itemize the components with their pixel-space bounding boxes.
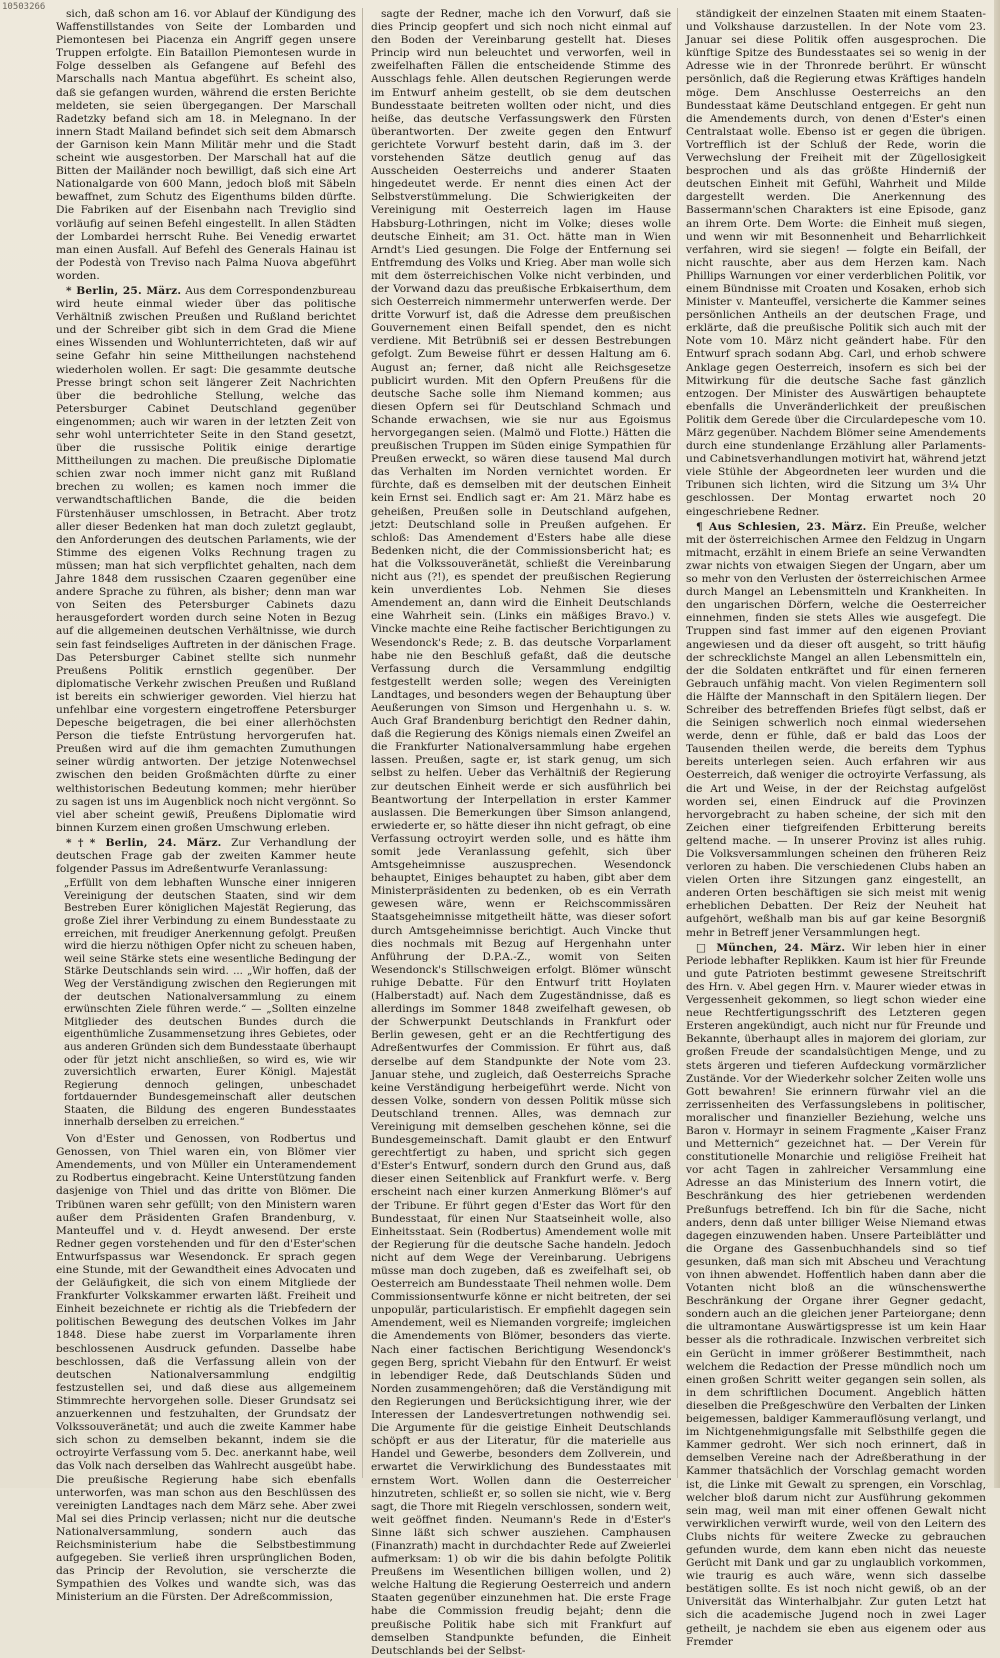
column-1-closing-paragraph: Von d'Ester und Genossen, von Rodbertus und Genossen, von Thiel waren ein, von Blömer vier Amendements, und von Müller ein Unteramendement zu Rodbertus eingebracht. Keine Unterstützung fanden dasjenige von Thiel und das dritte von Blömer. Die Tribünen waren sehr gefüllt; von den Ministern waren außer dem Präsidenten Grafen Brandenburg, v. Manteuffel und v. d. Heydt anwesend. Der erste Redner gegen vorstehenden und für den d'Ester'schen Entwurfspassus war Wesendonck. Er sprach gegen eine Stunde, mit der Gewandtheit eines Advocaten und der Geläufigkeit, die sich von einem Mitgliede der Frankfurter Volkskammer erwarten läßt. Freiheit und Einheit bezeichnete er richtig als die Triebfedern der politischen Bewegung des deutschen Volkes im Jahr 1848. Diese habe zuerst im Vorparlamente ihren beschlossenen Ausdruck gefunden. Dasselbe habe beschlossen, daß die Verfassung allein von der deutschen Nationalversammlung endgiltig festzustellen sei, und daß diese aus allgemeinem Stimmrechte hervorgehen solle. Dieser Grundsatz sei anzuerkennen und festzuhalten, der Grundsatz der Volkssouveränetät; und auch die zweite Kammer habe sich schon zu demselben bekannt, indem sie die octroyirte Verfassung vom 5. Dec. anerkannt habe, weil das Volk nach derselben das Wahlrecht ausgeübt habe. Die preußische Regierung habe sich ebenfalls unterworfen, was man schon aus den Beschlüssen des vereinigten Landtages nach dem März sehe. Aber zwei Mal sei dies Princip verlassen; nicht nur die deutsche Nationalversammlung, sondern auch das Reichsministerium habe die Selbstbestimmung aufgegeben. Sie verließ ihren ursprünglichen Boden, das Princip der Revolution, sie verscherzte die Sympathien des Volkes und wandte sich, was das Ministerium an die Fürsten. Der Adreßcommission, (56, 1133, 356, 1604)
address-quote: „Erfüllt von dem lebhaften Wunsche einer innigeren Vereinigung der deutschen Staaten, sind wir dem Bestreben Eurer königlichen Majestät Regierung, das große Ziel ihrer Verbindung zu einem Bundesstaate zu erreichen, mit freudiger Anerkennung gefolgt. Preußen wird die hierzu nöthigen Opfer nicht zu scheuen haben, weil seine Stärke stets eine wesentliche Bedingung der Stärke Deutschlands sein wird. ... „Wir hoffen, daß der Weg der Verständigung zwischen den Regierungen mit der deutschen Nationalversammlung zu einem erwünschten Ziele führen werde.“ — „Sollten einzelne Mitglieder des deutschen Bundes durch die eigenthümliche Zusammensetzung ihres Gebietes, oder aus anderen Gründen sich dem Bundesstaate überhaupt oder für jetzt nicht anschließen, so wird es, wie wir zuversichtlich erwarten, Eurer Königl. Majestät Regierung dennoch gelingen, unbeschadet fortdauernder Bundesgemeinschaft aller deutschen Staaten, die Bildung des engeren Bundesstaates innerhalb derselben zu erreichen.“ (64, 878, 356, 1129)
column-3 (686, 8, 986, 1648)
archive-id-label: 10503266 (2, 2, 46, 12)
column-3-article-muenchen (686, 942, 986, 1649)
column-1 (56, 8, 363, 1604)
article-body: Aus dem Correspondenzbureau wird heute einmal wieder über das politische Verhältniß zwischen Preußen und Rußland berichtet und der Schreiber gibt sich in dem Grad die Miene eines Wissenden und Wohlunterrichteten, daß wir auf seine Gefahr hin seine Mittheilungen nachstehend wiederholen wollen. Er sagt: Die gesammte deutsche Presse bringt schon seit längerer Zeit Nachrichten über die bedrohliche Stellung, welche das Petersburger Cabinet Deutschland gegenüber eingenommen; auch wir waren in der letzten Zeit von sehr wohl unterrichteter Seite in den Stand gesetzt, über die russische Politik einige derartige Mittheilungen zu machen. Die preußische Diplomatie schien zwar noch immer nicht ganz mit Rußland brechen zu wollen; es kamen noch immer die verwandtschaftlichen Bande, die die beiden Fürstenhäuser umschlossen, in Betracht. Aber trotz aller dieser Bedenken hat man doch zuletzt geglaubt, den Anforderungen des deutschen Parlaments, wie der Stimme des eigenen Volks Rechnung tragen zu müssen; man hat sich verpflichtet gehalten, nach dem Jahre 1848 dem russischen Czaaren gegenüber eine andere Sprache zu führen, als bisher; denn man war von Seiten des Petersburger Cabinets dazu herausgefordert worden durch seine Noten in Bezug auf die allgemeinen deutschen Verhältnisse, wie durch sein fast feindseliges Auftreten in der dänischen Frage. Das Petersburger Cabinet stellte sich nunmehr Preußens Politik ernstlich gegenüber. Der diplomatische Verkehr zwischen Preußen und Rußland ist bereits ein schwieriger geworden. Viel hierzu hat unfehlbar eine vorgestern eingetroffene Petersburger Depesche beigetragen, die bei einer allerhöchsten Person die tiefste Entrüstung hervorgerufen hat. Preußen wird auf die ihm gemachten Zumuthungen seiner würdig antworten. Der jetzige Notenwechsel zwischen den beiden Großmächten dürfte zu einer welthistorischen Bedeutung kommen; mehr hierüber zu sagen ist uns im Augenblick noch nicht vergönnt. So viel aber scheint gewiß, Preußens Diplomatie wird binnen Kurzem einen großen Umschwung erleben. (56, 284, 356, 834)
article-body: Ein Preuße, welcher mit der österreichischen Armee den Feldzug in Ungarn mitmacht, erzählt in einem Briefe an seine Verwandten zwar nichts von etwaigen Siegen der Ungarn, aber um so mehr von den Verlusten der österreichischen Armee durch Mangel an Lebensmitteln und Krankheiten. In den ungarischen Dörfern, welche die Oesterreicher einnehmen, finden sie stets Alles wie ausgefegt. Die Truppen sind fast immer auf den eigenen Proviant angewiesen und da dieser oft ausgeht, so tritt häufig der schrecklichste Mangel an allen Lebensmitteln ein, der die Soldaten entkräftet und für einen ferneren Gebrauch unfähig macht. Von vielen Regimentern soll die Hälfte der Mannschaft in den Spitälern liegen. Der Schreiber des betreffenden Briefes fügt selbst, daß er die Seinigen schwerlich noch einmal wiedersehen werde, denn er fühle, daß er bald das Loos der Tausenden theilen werde, die bereits dem Typhus bereits unterlegen seien. Auch erfahren wir aus Oesterreich, daß weniger die octroyirte Verfassung, als die Art und Weise, in der der Reichstag aufgelöst worden sei, einen Eindruck auf die Provinzen hervorgebracht zu haben scheine, der sich mit den Zeichen einer tiefgreifenden Erbitterung bereits geltend mache. — In unserer Provinz ist alles ruhig. Die Volksversammlungen scheinen den früheren Reiz verloren zu haben. Die verschiedenen Clubs haben an vielen Orten ihre Sitzungen ganz eingestellt, an anderen Orten beschäftigen sie sich meist mit wenig erheblichen Debatten. Der Reiz der Neuheit hat aufgehört, weßhalb man bis auf gar keine Besorgniß mehr in Betreff jener Versammlungen hegt. (686, 520, 986, 939)
column-1-article-berlin-24 (56, 837, 356, 876)
column-2 (371, 8, 678, 1657)
columns-container (56, 8, 986, 1657)
dateline-muenchen: □ München, 24. März. (696, 941, 846, 954)
dateline-berlin-25: * Berlin, 25. März. (66, 284, 182, 297)
page-edge (994, 0, 1000, 1488)
column-2-paragraph: sagte der Redner, mache ich den Vorwurf, daß sie dies Princip geopfert und sich noch nicht einmal auf den Boden der Vereinbarung gestellt hat. Dieses Princip wird nun beleuchtet und verworfen, weil in zweifelhaften Fällen die entscheidende Stimme des Ausschlags fehle. Allen deutschen Regierungen werde im Entwurf anheim gestellt, ob sie dem deutschen Bundesstaate beitreten wollten oder nicht, und dies heiße, das deutsche Verfassungswerk den Fürsten überantworten. Der zweite gegen den Entwurf gerichtete Vorwurf besteht darin, daß im 3. der vorstehenden Sätze deutlich genug auf das Ausscheiden Oesterreichs und anderer Staaten hingedeutet werde. Er nennt dies einen Act der Selbstverstümmelung. Die Schwierigkeiten der Vereinigung mit Oesterreich lagen im Hause Habsburg-Lothringen, nicht im Volke; dieses wolle deutsche Einheit; am 31. Oct. hätte man in Wien Arndt's Lied gesungen. Die Folge der Entfernung sei Entfremdung des Volks und Krieg. Aber man wolle sich mit dem österreichischen Volke nicht verbinden, und der Vorwand dazu das preußische Erbkaiserthum, dem sich Oesterreich nimmermehr unterwerfen werde. Der dritte Vorwurf ist, daß die Adresse dem preußischen Gouvernement einen Beifall spendet, den es nicht verdiene. Mit Betrübniß sei er dessen Bestrebungen gefolgt. Zum Beweise führt er dessen Haltung am 6. August an; ferner, daß nicht alle Reichsgesetze publicirt wurden. Mit den Opfern Preußens für die deutsche Sache solle ihm Niemand kommen; aus diesen Opfern sei für Deutschland Schmach und Schande erwachsen, wie sie nur aus Egoismus hervorgegangen seien. (Malmö und Flotte.) Hätten die preußischen Truppen im Süden einige Sympathien für Preußen erweckt, so wären diese tausend Mal durch das Verhalten im Norden vernichtet worden. Er fürchte, daß es demselben mit der deutschen Einheit kein Ernst sei. Endlich sagt er: Am 21. März habe es geheißen, Preußen solle in Deutschland aufgehen, jetzt: Deutschland solle in Preußen aufgehen. Er schloß: Das Amendement d'Esters habe alle diese Bedenken nicht, die der Commissionsbericht hat; es hat die Volkssouveränetät, schließt die Vereinbarung nicht aus (?!), es spendet der preußischen Regierung kein unverdientes Lob. Nehmen Sie dieses Amendement an, dann wird die Einheit Deutschlands eine Wahrheit sein. (Links ein mäßiges Bravo.) v. Vincke machte eine Reihe factischer Berichtigungen zu Wesendonck's Rede; z. B. das deutsche Vorparlament habe nie den Beschluß gefaßt, daß die deutsche Verfassung durch die Versammlung endgiltig festgestellt werden solle; wegen des Vereinigten Landtages, und besonders wegen der Behauptung über Aeußerungen von Simson und Hergenhahn u. s. w. Auch Graf Brandenburg berichtigt den Redner dahin, daß die Regierung des Königs niemals einen Zweifel an die Frankfurter Nationalversammlung habe ergehen lassen. Preußen, sagte er, ist stark genug, um sich selbst zu helfen. Ueber das Verhältniß der Regierung zur deutschen Einheit werde er sich ausführlich bei Beantwortung der Interpellation in erster Kammer auslassen. Die Bemerkungen über Simson anlangend, erwiederte er, so hätte dieser ihn nicht gefragt, ob eine Verfassung octroyirt werden solle, und es hätte ihm somit jede Veranlassung gefehlt, sich über Amtsgeheimnisse auszusprechen. Wesendonck behauptet, Einiges behauptet zu haben, gibt aber dem Ministerpräsidenten zu bedenken, ob es ein Verrath gewesen wäre, wenn er Reichscommissären Staatsgeheimnisse mitgetheilt hätte, was dieser sofort durch Amtsgeheimnisse berichtigt. Auch Vincke thut dies nochmals mit Bezug auf Hergenhahn unter Anführung der D.P.A.-Z., womit von Seiten Wesendonck's Stillschweigen erfolgt. Blömer wünscht ruhige Debatte. Für den Entwurf tritt Hoylaten (Halberstadt) auf. Nach dem Zugeständnisse, daß es allerdings im Sommer 1848 zweifelhaft gewesen, ob der Schwerpunkt Deutschlands in Frankfurt oder Berlin gewesen, geht er an die Rechtfertigung des Adreßentwurfes der Commission. Er führt aus, daß derselbe auf dem Standpunkte der Note vom 23. Januar stehe, und zugleich, daß Oesterreichs Sprache keine Verständigung herbeigeführt werde. Nicht von dessen Volke, sondern von dessen Politik müsse sich Deutschland trennen. Alles, was demnach zur Vereinigung mit demselben geschehen könne, sei die Bundesgemeinschaft. Damit glaubt er den Entwurf gerechtfertigt zu haben, und spricht sich gegen d'Ester's Entwurf, sondern durch den Grund aus, daß dieser einen Seitenblick auf Frankfurt werfe. v. Berg erscheint nach einer kurzen Anmerkung Blömer's auf der Tribune. Er führt gegen d'Ester das Wort für den Bundesstaat, für einen Nur Staatseinheit wolle, also Einheitsstaat. Sein (Rodbertus) Amendement wolle mit der Regierung für die deutsche Sache handeln. Jedoch nicht auf dem Wege der Vereinbarung. Uebrigens müsse man doch zugeben, daß es zweifelhaft sei, ob Oesterreich am Bundesstaate Theil nehmen wolle. Dem Commissionsentwurfe könne er nicht beitreten, der sei unpopulär, particularistisch. Er empfiehlt dagegen sein Amendement, weil es Niemanden vorgreife; imgleichen die Amendements von Blömer, besonders das vierte. Nach einer factischen Berichtigung Wesendonck's gegen Berg, spricht Viebahn für den Entwurf. Er weist in lebendiger Rede, daß Deutschlands Süden und Norden zusammengehören; daß die Verständigung mit den Regierungen und Berücksichtigung ihrer, wie der Interessen der Landesvertretungen nothwendig sei. Die Argumente für die geistige Einheit Deutschlands schöpft er aus der Literatur, für die materielle aus Handel und Gewerbe, besonders dem Zollverein, und erwartet die Verwirklichung des Bundesstaates mit ernstem Wort. Wollen dann die Oesterreicher hinzutreten, schließt er, so sollen sie nicht, wie v. Berg sagt, die Thore mit Riegeln verschlossen, sondern weit, weit geöffnet finden. Neumann's Rede in d'Ester's Sinne läßt sich schwer ausziehen. Camphausen (Finanzrath) macht in durchdachter Rede auf Zweierlei aufmerksam: 1) ob wir die bis dahin befolgte Politik Preußens im Wesentlichen billigen wollen, und 2) welche Haltung die Regierung Oesterreich und andern Staaten gegenüber einzunehmen hat. Die erste Frage habe die Commission freudig bejaht; denn die preußische Politik habe sich mit Frankfurt auf demselben Standpunkte befunden, die Einheit Deutschlands bei der Selbst- (371, 8, 671, 1657)
article-intro: Zur Verhandlung der deutschen Frage gab der zweiten Kammer heute folgender Passus im Adreßentwurfe Veranlassung: (56, 836, 356, 876)
article-body: Wir leben hier in einer Periode lebhafter Replikken. Kaum ist hier für Freunde und gute Patrioten bestimmt gewesene Streitschrift des Hrn. v. Abel gegen Hrn. v. Maurer wieder etwas in Vergessenheit gekommen, so liegt schon wieder eine neue Rechtfertigungsschrift des Letzteren gegen Ersteren angekündigt, auch nicht nur für Freunde und Bekannte, überhaupt alles in majorem dei gloriam, zur großen Freude der scandalsüchtigen Menge, und zu stets ärgeren und tieferen Aufdeckung vormärzlicher Zustände. Vor der Wiederkehr solcher Zeiten wolle uns Gott bewahren! Sie erinnern fürwahr viel an die zerrissenheiten des Verfassungslebens in politischer, moralischer und finanzieller Beziehung, welche uns Baron v. Hormayr in seinem Fragmente „Kaiser Franz und Metternich“ gezeichnet hat. — Der Verein für constitutionelle Monarchie und religiöse Freiheit hat vor acht Tagen in zahlreicher Versammlung eine Adresse an das Ministerium des Innern votirt, die Beschränkung des hier getriebenen werdenden Preßunfugs betreffend. Ich bin für die Sache, nicht anders, denn daß unter billiger Weise Niemand etwas dagegen einzuwenden haben. Unsere Parteiblätter und die Organe des Gassenbuchhandels sind so tief gesunken, daß man sich mit Abscheu und Verachtung von ihnen abwendet. Hoffentlich haben dann aber die Votanten nicht bloß an die wünschenswerthe Beschränkung der Organe ihrer Gegner gedacht, sondern auch an die gleichen jener Parteiorgane; denn die ultramontane Auswärtigspresse ist um kein Haar besser als die rothradicale. Inzwischen verbreitet sich ein Gerücht in immer größerer Bestimmtheit, nach welchem die Redaction der Presse mündlich noch um einen großen Schritt weiter gegangen sein sollen, als in dem schriftlichen Document. Angeblich hätten dieselben die Preßgeschwüre den Verbalten der Linken beigemessen, baldiger Kammerauflösung verlangt, und im Nichtgenehmigungsfalle mit Selbsthilfe gegen die Kammer gedroht. Wer sich noch erinnert, daß in demselben Vereine nach der Adreßberathung in der Kammer thatsächlich der Vorschlag gemacht worden ist, die Linke mit Gewalt zu sprengen, ein Vorschlag, welcher bloß darum nicht zur Ausführung gekommen sein mag, weil man mit einer offenen Gewalt nicht verwirklichen verwirft wurde, weil von den Leitern des Clubs nichts für weitere Zwecke zu gebrauchen gefunden wurde, dem kann eben nicht das neueste Gerücht mit Dank und gar zu unglaublich vorkommen, wie traurig es auch wäre, wenn sich dasselbe bestätigen sollte. Es ist noch nicht gewiß, ob an der Universität das Winterhalbjahr. Zur guten Letzt hat sich die academische Jugend noch in zwei Lager getheilt, je nachdem sie eben aus eigenem oder aus Fremder (686, 941, 986, 1648)
dateline-schlesien: ¶ Aus Schlesien, 23. März. (696, 520, 867, 533)
column-1-article-berlin-25 (56, 285, 356, 835)
column-3-paragraph: ständigkeit der einzelnen Staaten mit einem Staaten- und Volkshause darzustellen. In der Note vom 23. Januar sei diese Politik offen ausgesprochen. Die künftige Spitze des Bundesstaates sei so wenig in der Adresse wie in der Thronrede berührt. Er wünscht persönlich, daß die Regierung etwas Kräftiges handeln möge. Dem Anschlusse Oesterreichs an den Bundesstaat käme Deutschland entgegen. Er geht nun die Amendements durch, von denen d'Ester's einen Centralstaat wolle. Ebenso ist er gegen die übrigen. Vortrefflich ist der Schluß der Rede, worin die Verwechslung der Freiheit mit der Zügellosigkeit besprochen und als das größte Hinderniß der deutschen Einheit mit Gefühl, Wahrheit und Milde dargestellt werden. Die Anerkennung des Bassermann'schen Charakters ist eine Episode, ganz an ihrem Orte. Dem Worte: die Einheit muß siegen, und wenn wir mit Besonnenheit und Beharrlichkeit verfahren, wird sie siegen! — folgte ein Beifall, der nicht rauschte, aber aus dem Herzen kam. Nach Phillips Warnungen vor einer verderblichen Politik, vor einem Bündnisse mit Croaten und Kosaken, erhob sich Minister v. Manteuffel, versicherte die Kammer seines persönlichen Antheils an der deutschen Frage, und erklärte, daß die preußische Politik sich auch mit der Note vom 10. März nicht geändert habe. Für den Entwurf sprach sodann Abg. Carl, und erhob schwere Anklage gegen Oesterreich, insofern es sich bei der Mitwirkung für die deutsche Sache fast gänzlich entzogen. Der Minister des Auswärtigen behauptete ebenfalls die Unveränderlichkeit der preußischen Politik dem Gerede über die Circulardepesche vom 10. März gegenüber. Nachdem Blömer seine Amendements durch eine stundenlange Erzählung aller Parlaments- und Cabinetsverhandlungen motivirt hat, während jetzt viele Stühle der Abgeordneten leer wurden und die Tribunen sich lichten, wird die Sitzung um 3¼ Uhr geschlossen. Der Montag erwartet noch 20 eingeschriebene Redner. (686, 8, 986, 518)
column-3-article-schlesien (686, 521, 986, 940)
dateline-berlin-24: *†* Berlin, 24. März. (66, 836, 222, 849)
column-1-paragraph: sich, daß schon am 16. vor Ablauf der Kündigung des Waffenstillstandes von Seite der Lombarden und Piemontesen bei Piacenza ein Angriff gegen unsere Truppen erfolgte. Ein Bataillon Piemontesen wurde in Folge desselben als Gefangene auf Befehl des Marschalls nach Mantua abgeführt. Es scheint also, daß sie gefangen wurden, während die ersten Berichte meldeten, sie seien übergegangen. Der Marschall Radetzky befand sich am 18. in Melegnano. In der innern Stadt Mailand befindet sich seit dem Abmarsch der Garnison kein Mann Militär mehr und die Stadt scheint wie ausgestorben. Der Marschall hat auf die Bitten der Mailänder noch bewilligt, daß sich eine Art Nationalgarde von 600 Mann, jedoch bloß mit Säbeln bewaffnet, zum Schutz des Eigenthums bilden dürfte. Die Fabriken auf der Eisenbahn nach Treviglio sind vorläufig auf seinen Befehl eingestellt. In allen Städten der Lombardei herrscht Ruhe. Bei Venedig erwartet man einen Ausfall. Auf Befehl des Generals Hainau ist der Podestà von Treviso nach Palma Nuova abgeführt worden. (56, 8, 356, 282)
